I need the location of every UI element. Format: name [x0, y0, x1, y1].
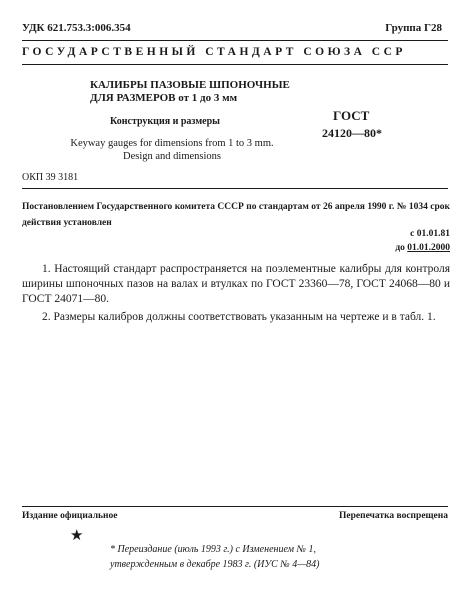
reprint-prohibited-label: Перепечатка воспрещена — [338, 511, 448, 521]
top-rule — [22, 40, 448, 41]
validity-to-date: 01.01.2000 — [407, 243, 450, 253]
udk-code: УДК 621.753.3:006.354 — [22, 22, 131, 34]
decree-text: Постановлением Государственного комитета СССР по стандартам от 26 апреля 1990 г. № 1034 срок действия установлен — [22, 202, 450, 228]
document-subtitle-ru: Конструкция и размеры — [110, 116, 220, 127]
reissue-footnote — [110, 542, 440, 572]
title-ru-line1: КАЛИБРЫ ПАЗОВЫЕ ШПОНОЧНЫЕ — [90, 79, 290, 91]
paragraph-1 — [22, 262, 450, 307]
group-code: Группа Г28 — [385, 22, 442, 34]
gost-number: 24120—80* — [322, 126, 382, 140]
okp-rule — [22, 188, 448, 189]
validity-from: с 01.01.81 — [410, 229, 450, 239]
document-title-en — [52, 137, 292, 163]
validity-to-prefix: до — [395, 243, 408, 253]
official-edition-label: Издание официальное — [22, 511, 118, 521]
title-en-line2: Design and dimensions — [123, 151, 221, 162]
title-ru-line2: ДЛЯ РАЗМЕРОВ от 1 до 3 мм — [90, 92, 238, 104]
paragraph-2 — [22, 310, 450, 325]
document-title-ru — [90, 79, 300, 105]
star-icon: ★ — [70, 528, 84, 544]
state-standard-heading: ГОСУДАРСТВЕННЫЙ СТАНДАРТ СОЮЗА ССР — [22, 46, 406, 58]
title-en-line1: Keyway gauges for dimensions from 1 to 3 mm. — [70, 138, 274, 149]
paragraph-2-text: 2. Размеры калибров должны соответствовать указанным на чертеже и в табл. 1. — [42, 311, 436, 323]
heading-rule — [22, 64, 448, 65]
footnote-line1: * Переиздание (июль 1993 г.) с Изменением № 1, — [110, 544, 316, 555]
okp-code: ОКП 39 3181 — [22, 172, 79, 183]
footer-rule — [22, 506, 448, 507]
gost-label: ГОСТ — [333, 108, 370, 123]
validity-to — [395, 243, 450, 253]
paragraph-1-text: 1. Настоящий стандарт распространяется на поэлементные калибры для контроля ширины шпоночных пазов на валах и втулках по ГОСТ 23360—78, ГОСТ 24068—80 и ГОСТ 24071—80. — [22, 263, 450, 305]
footnote-line2: утвержденным в декабре 1983 г. (ИУС № 4—84) — [110, 559, 320, 570]
